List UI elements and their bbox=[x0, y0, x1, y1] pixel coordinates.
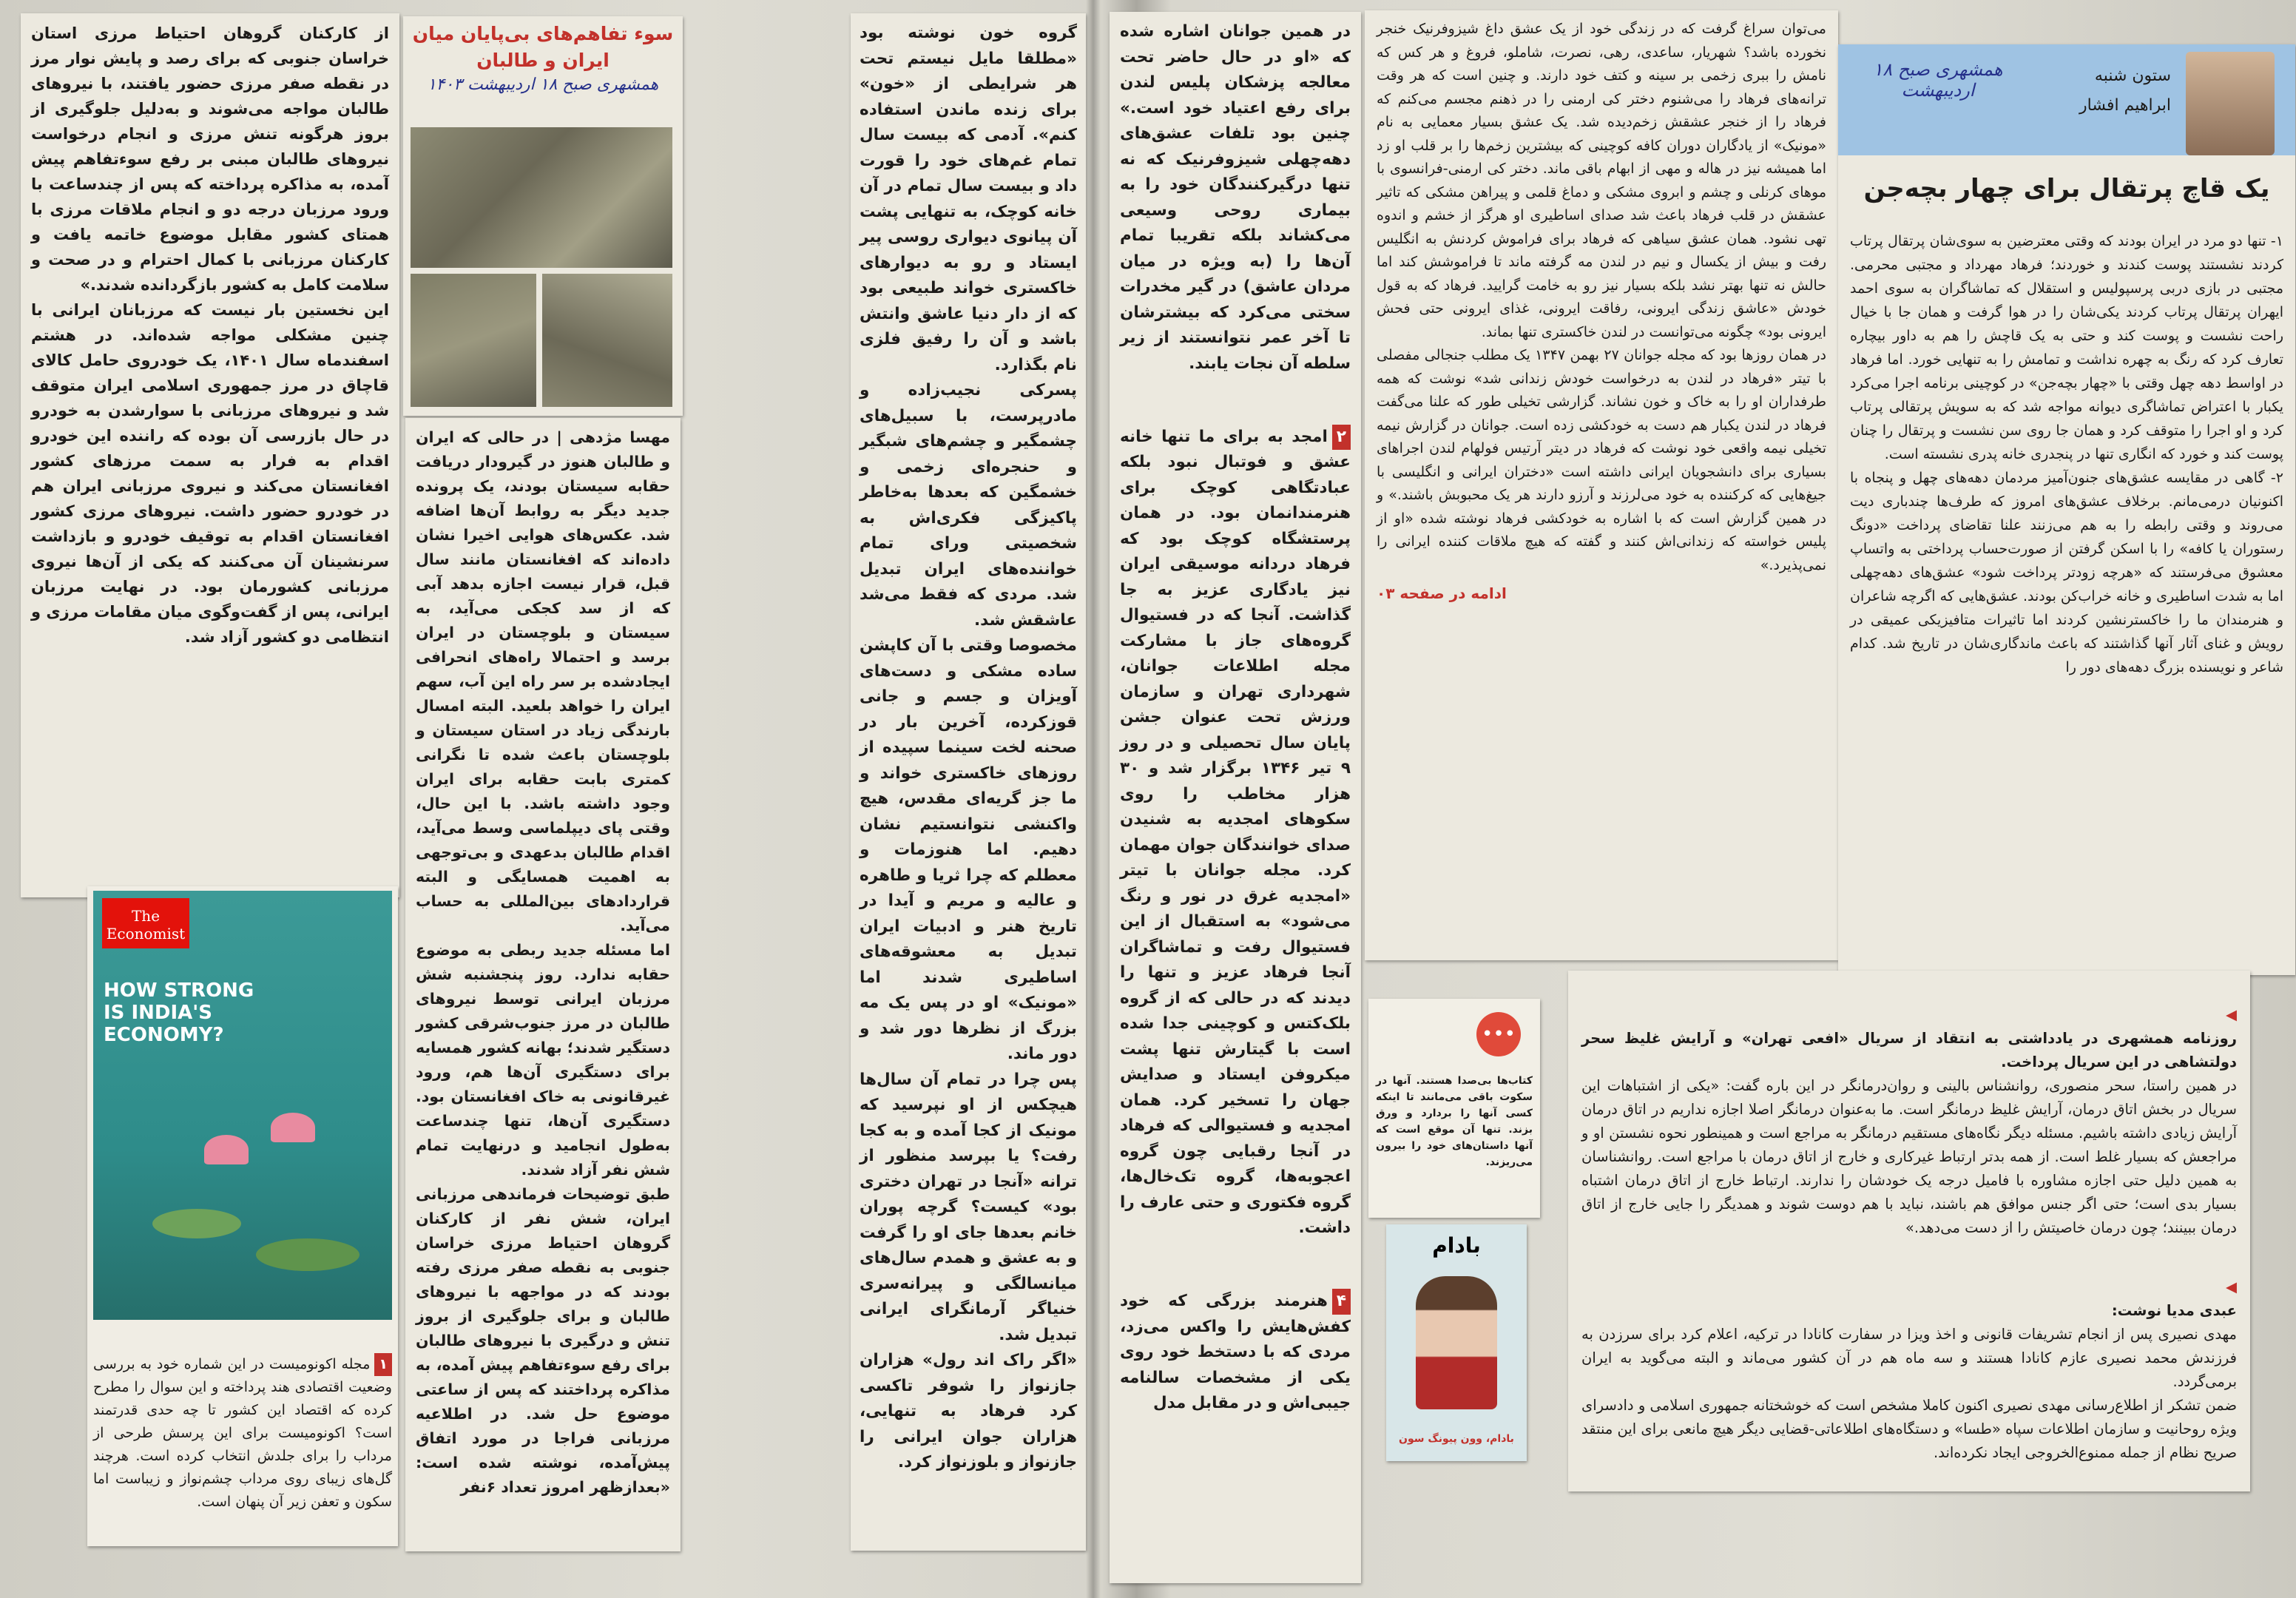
section-2-text: امجد به برای ما تنها خانه عشق و فوتبال نبود بلکه عبادتگاهی کوچک برای هنرمندانمان بود. در همان پرستشگاه کوچک بود که فرهاد دردانه موسیقی ایران نیز یادگاری عزیز به جا گذاشت. آنجا که در فستیوال گروه‌های جاز با مشارکت مجله اطلاعات جوانان، شهرداری تهران و سازمان ورزش تحت عنوان جشن پایان سال تحصیلی و در روز ۹ تیر ۱۳۴۶ برگزار شد و ۳۰ هزار مخاطب را روی سکوهای امجدیه به شنیدن صدای خوانندگان جوان مهمان کرد. مجله جوانان با تیتر «امجدیه غرق در نور و رنگ می‌شود» به استقبال از این فستیوال رفت و تماشاگران آنجا فرهاد عزیز و تنها را دیدند که در حالی که از گروه بلک‌کتس و کوچینی جدا شده است با گیتارش تنها پشت میکروفن ایستاد و صدایش جهان را تسخیر کرد. همان امجدیه و فستیوالی که فرهاد در آنجا رقبایی چون گروه اعجوبه‌ها، گروه تک‌خال‌ها، گروه فکتوری و حتی عارف را داشت. bbox=[1120, 427, 1351, 1237]
column-text-clip bbox=[1365, 10, 1838, 960]
border-article-title: سوء تفاهم‌های بی‌پایان میان ایران و طالبان bbox=[412, 23, 674, 71]
chat-bubble-icon: ••• bbox=[1476, 1012, 1521, 1056]
border-clip-photo bbox=[403, 16, 683, 416]
border-col-right-text: مهسا مژدهی | در حالی که ایران و طالبان هنوز در گیرودار دریافت حقابه سیستان بودند، یک پرونده جدید دیگر به روابط آن‌ها اضافه شد. عکس‌های هوایی اخیرا نشان داده‌اند که افغانستان مانند سال قبل، قرار نیست اجازه بدهد آبی که از سد کجکی می‌آید، به سیستان و بلوچستان در ایران برسد و احتمالا راه‌های انحرافی ایجادشده بر سر راه این آب، سهم ایران را خواهد بلعید. البته امسال بارندگی زیاد در استان سیستان و بلوچستان باعث شده تا نگرانی کمتری بابت حقابه برای ایران وجود داشته باشد. با این حال، وقتی پای دیپلماسی وسط می‌آید، اقدام طالبان بدعهدی و بی‌توجهی به اهمیت همسایگی و البته قراردادهای بین‌المللی به حساب می‌آید. اما مسئله جدید ربطی به موضوع حقابه ندارد. روز پنجشنبه شش مرزبان ایرانی توسط نیروهای طالبان در مرز جنوب‌شرقی کشور دستگیر شدند؛ بهانه کشور همسایه برای دستگیری آن‌ها هم، ورود غیرقانونی به خاک افغانستان بود. دستگیری آن‌ها، تنها چندساعت به‌طول انجامید و درنهایت تمام شش نفر آزاد شدند. طبق توضیحات فرماندهی مرزبانی ایران، شش نفر از کارکنان گروهان احتیاط مرزی خراسان جنوبی به نقطه صفر مرزی رفته بودند که در مواجهه با نیروهای طالبان و برای جلوگیری از بروز تنش و درگیری با نیروهای طالبان برای رفع سوءتفاهم پیش آمده، به مذاکره پرداختند که پس از ساعتی موضوع حل شد. در اطلاعیه مرزبانی فراجا در مورد اتفاق پیش‌آمده، نوشته شده است: «بعدازظهر امروز تعداد ۶نفر bbox=[416, 428, 670, 1496]
press-item-1 bbox=[1568, 971, 2250, 1249]
column-header-author: ابراهیم افشار bbox=[2079, 96, 2171, 115]
border-col-left-text: از کارکنان گروهان احتیاط مرزی استان خراسان جنوبی که برای رصد و پایش نوار مرز در نقطه صفر مرزی حضور یافتند، با نیروهای طالبان مواجه می‌شوند و به‌دلیل جلوگیری از بروز هرگونه تنش مرزی و انجام درخواست نیروهای طالبان مبنی بر رفع سوءتفاهم پیش آمده، به مذاکره پرداخته که پس از چندساعت با ورود مرزبان درجه دو و انجام ملاقات مرزی با همتای کشور مقابل موضوع خاتمه یافت و کارکنان مرزبانی با کمال احترام و در صحت و سلامت کامل به کشور بازگردانده شدند.» این نخستین بار نیست که مرزبانان ایرانی با چنین مشکلی مواجه شده‌اند. در هشتم اسفندماه سال ۱۴۰۱، یک خودروی حامل کالای قاچاق در مرز جمهوری اسلامی ایران متوقف شد و نیروهای مرزبانی با سوارشدن به خودرو در حال بازرسی آن بوده که راننده این خودرو اقدام به فرار به سمت مرزهای کشور افغانستان می‌کند و نیروی مرزبانی ایران هم در خودرو حضور داشت. نیروهای مرزی کشور افغانستان اقدام به توقیف خودرو و بازداشت سرنشینان آن می‌کنند که یکی از آن‌ها نیروی مرزبانی کشورمان بود. در نهایت مرزبان ایرانی، پس از گفت‌وگوی میان مقامات مرزی و انتظامی دو کشور آزاد شد. bbox=[31, 24, 389, 646]
love-column-a-text: گروه خون نوشته بود «مطلقا مایل نیستم تحت هر شرایطی از «خون» برای زنده ماندن استفاده کنم». آدمی که بیست سال تمام غم‌های خود را قورت داد و بیست سال تمام در آن خانه کوچک، به تنهایی پشت آن پیانوی دیواری روسی پیر ایستاد و رو به دیوارهای خاکستری خواند طبیعی بود که از دار دنیا عاشق وانتش باشد و آن را رفیق فلزی نام بگذارد. پسرکی نجیب‌زاده و مادرپرست، با سبیل‌های چشمگیر و چشم‌های شبگیر و حنجره‌ای زخمی و خشمگین که بعدها به‌خاطر پاکیزگی فکری‌اش به شخصیتی ورای تمام خواننده‌های ایران تبدیل شد. مردی که فقط می‌شد عاشقش شد. مخصوصا وقتی با آن کاپشن ساده مشکی و دست‌های آویزان و جسم و جانی قوزکرده، آخرین بار در صحنه لخت سینما سپیده از روزهای خاکستری خواند و ما جز گریه‌ای مقدس، هیچ واکنشی نتوانستیم نشان دهیم. اما هنوزمات و معطلم که چرا ثریا و طاهره و عالیه و مریم و آیدا در تاریخ هنر و ادبیات ایران تبدیل به معشوقه‌های اساطیری شدند اما «مونیک» او در پس یک مه بزرگ از نظرها دور شد و دور ماند. پس چرا در تمام آن سال‌ها هیچکس از او نپرسید که مونیک از کجا آمده و به کجا رفت؟ یا بپرسد منظور از ترانه «آنجا در تهران دختری بود» کیست؟ گرچه پوران خانم بعدها جای او را گرفت و به عشق و همدم سال‌های میانسالگی و پیرانه‌سری خنیاگر آرمانگرای ایرانی تبدیل شد. «اگر راک اند رول» هزاران جازنواز را شوفر تاکسی کرد فرهاد به تنهایی، هزاران جوان ایرانی را جازنواز و بلوزنواز کرد. bbox=[860, 24, 1077, 1471]
border-photo-3 bbox=[542, 274, 672, 407]
press-item-2-text: مهدی نصیری پس از انجام تشریفات قانونی و اخذ ویزا در سفارت کانادا در ترکیه، اعلام کرد برای سرزدن به فرزندش محمد نصیری عازم کانادا هستند و سه ماه هم در آن کشور می‌ماند و البته می‌گوید به ایران برمی‌گردد. ضمن تشکر از اطلاع‌رسانی مهدی نصیری اکنون کاملا مشخص است که خوشختانه جمهوری اسلامی و دادسرای ویژه روحانیت و سازمان اطلاعات سپاه «طسا» و دستگاه‌های اطلاعاتی-قضایی دیگر هیچ مانعی برای این منتقد صریح نظام از جمله ممنوع‌الخروجی ایجاد نکرده‌اند. bbox=[1581, 1326, 2237, 1461]
lily-pad-icon bbox=[152, 1209, 241, 1238]
column-right-text: ۱- تنها دو مرد در ایران بودند که وقتی معترضین به سوی‌شان پرتقال پرتاب کردند نشستند پوست کندند و خوردند؛ فرهاد مهرداد و مجتبی محرمی. مجتبی در بازی دربی پرسپولیس و استقلال که تماشاگران به سوی احمد ایهران پرتقال پرتاب کردند یکی‌شان را در هوا گرفت و همان جا با خیال راحت نشست و پوست کند و حتی به یک قاچش را هم به داور بیچاره تعارف کرد که رنگ به چهره نداشت و تمامش را به تنهایی خورد. اما فرهاد در اواسط دهه چهل وقتی با «چهار بچه‌جن» در کوچینی برنامه اجرا می‌کرد یکبار با اعتراض تماشاگری دیوانه مواجه شد که به سویش پرتقالی پرتاب کرد و او اجرا را متوقف کرد و همان جا روی سن نشست و پرتقال را چنان پوست کند و خورد که انگاری تنها در پنجدری خانه پدری نشسته است. ۲- گاهی در مقایسه عشق‌های جنون‌آمیز مردمان دهه‌های چهل و پنجاه با اکنونیان درمی‌مانم. برخلاف عشق‌های امروز که طرف‌ها چندباری دیت می‌روند و وقتی رابطه را به هم می‌زنند علنا تقاضای پرداخت «دونگ رستوران یا کافه» را با اسکن گرفتن از صورت‌حساب پرداختی به واتساپ معشوق می‌فرستند که «هرچه زودتر پرداخت شود» عشق‌های دهه‌چهلی اما به شدت اساطیری و خانه خراب‌کن بودند. عشق‌هایی که اگرچه شاعران و هنرمندان ما را خاکسترنشین کردند اما تاثیرات متافیزیکی عمیقی در رویش و غنای آثار آنها گذاشتند که باعث ماندگاری‌شان در تاریخ شد. کدام شاعر و نویسنده بزرگ دهه‌های دور را bbox=[1850, 233, 2283, 675]
economist-cover-line: HOW STRONG IS INDIA'S ECONOMY? bbox=[104, 980, 254, 1046]
love-column-a bbox=[851, 13, 1086, 1551]
book-cover-author: بادام، وون پیونگ سون bbox=[1399, 1433, 1514, 1445]
love-column-b-text: در همین جوانان اشاره شده که «او در حال حاضر تحت معالجه پزشکان پلیس لندن برای رفع اعتیاد خود است.» چنین بود تلفات عشق‌های دهه‌چهلی شیزوفرنیک که نه تنها درگیرکنندگان خود را به بیماری روحی وسیعی می‌کشاند بلکه تقریبا تمام آن‌ها را (به ویژه در میان مردان عاشق) در گیر مخدرات سختی می‌کرد که بیشترشان تا آخر عمر نتوانستند از زیر سلطه آن نجات یابند. bbox=[1120, 22, 1351, 373]
border-hand-note: همشهری صبح ۱۸ اردیبهشت ۱۴۰۳ bbox=[427, 75, 659, 94]
economist-caption bbox=[93, 1330, 392, 1514]
love-column-b-sec2 bbox=[1110, 384, 1361, 1249]
book-cover-clip bbox=[1386, 1224, 1527, 1461]
press-clip bbox=[1568, 971, 2250, 1491]
continued-note: ادامه در صفحه ۰۳ bbox=[1377, 584, 1507, 602]
press-item-1-text: در همین راستا، سحر منصوری، روانشناس بالینی و روان‌درمانگر در این باره گفت: «یکی از اشتباهات این سریال در بخش اتاق درمان، آرایش غلیظ درمانگر است. ما به‌عنوان درمانگر اصلا اجازه نداریم در اتاق درمان آرایش زیادی داشته باشیم. مسئله دیگر نگاه‌های مستقیم درمانگر به مراجع است و همینطور نحوه نشستن او و مراجعش که بسیار غلط است. از همه بدتر ارتباط غیرکاری و خارج از اتاق درمان با مراجع است. روانشناسان به همین دلیل حتی اجازه مشاوره با فامیل درجه یک خودشان را ندارند. ارتباط خارج از اتاق درمان اشتباه بسیار بدی است؛ حتی اگر جنس موافق هم باشند، نباید با هم دوست شوند و همدیگر را جایی خارج از اتاق درمان ببینند؛ چون درمان خاصیتش را از دست می‌دهد.» bbox=[1581, 1077, 2237, 1236]
section-number-badge: ۲ bbox=[1332, 425, 1351, 451]
love-column-b-sec3 bbox=[1110, 1249, 1361, 1424]
boy-illustration bbox=[1416, 1276, 1497, 1409]
border-clip-col-left bbox=[21, 13, 399, 897]
arrow-bullet-icon: ◀ bbox=[2226, 1006, 2237, 1023]
press-item-2 bbox=[1568, 1249, 2250, 1468]
economist-cover bbox=[93, 891, 392, 1320]
notebook-fold bbox=[1086, 0, 1101, 1598]
economist-caption-text: مجله اکونومیست در این شماره خود به بررسی وضعیت اقتصادی هند پرداخته و این سوال را مطرح کرده که اقتصاد این کشور تا چه حدی قدرتمند است؟ اکونومیست برای این پرسش طرحی از مرداب را برای جلدش انتخاب کرده است. هرچند گل‌های زیبای روی مرداب چشم‌نواز و زیباست اما سکون و تعفن زیر آن پنهان است. bbox=[93, 1356, 392, 1510]
section-number-badge: ۴ bbox=[1332, 1289, 1351, 1315]
border-photo-2 bbox=[411, 274, 536, 407]
economist-brand: The Economist bbox=[106, 907, 186, 943]
border-photo-1 bbox=[411, 127, 672, 268]
press-item-2-lead: عبدی مدیا نوشت: bbox=[2111, 1302, 2237, 1319]
book-quote-clip bbox=[1368, 999, 1540, 1218]
column-header-hand-note: همشهری صبح ۱۸ اردیبهشت bbox=[1873, 59, 2003, 101]
press-item-1-lead: روزنامه همشهری در یادداشتی به انتقاد از سریال «افعی تهران» و آرایش غلیظ سحر دولتشاهی در این سریال پرداخت. bbox=[1581, 1030, 2237, 1071]
economist-clip bbox=[87, 886, 398, 1546]
lily-pad-icon bbox=[256, 1238, 359, 1271]
lotus-flower-icon bbox=[204, 1135, 249, 1164]
arrow-bullet-icon: ◀ bbox=[2226, 1278, 2237, 1295]
column-header-label: ستون شنبه bbox=[2094, 67, 2171, 85]
love-column-b bbox=[1110, 12, 1361, 1583]
column-text: می‌توان سراغ گرفت که در زندگی خود از یک عشق داغ شیزوفرنیک خنجر نخورده باشد؟ شهریار، ساعدی، رهی، نصرت، شاملو، فروغ و هر کس که نامش را ببری زخمی بر سینه و کتف خود دارند. و چنین است که هر وقت ترانه‌های فرهاد را می‌شنوم دختر کی ارمنی را در ذهنم مجسم می‌کنم که فرهاد را از خنجر عشقش زخم‌دیده شد. یک عشق بسیار معمایی به نام «مونیک» از یادگاران دوران کافه کوچینی که بیشترین زخم‌ها را بر قلب او زد اما همیشه نیز در هاله و مهی از ابهام باقی ماند. دختر کی ارمنی-فرانسوی با موهای کرنلی و چشم و ابروی مشکی و دماغ قلمی و پیراهن مشکی که تاثیر عشقش در قلب فرهاد باعث شد صدای اساطیری او هرگز از خشم و اندوه تهی نشود. همان عشق سیاهی که فرهاد برای فراموش کردنش به انگلیس رفت و بیش از یکسال و نیم در لندن مه گرفته ماند تا فراموشش کند اما حالش نه تنها بهتر نشد بلکه بسیار نیز رو به خامت گرایید. فرهاد که به قول خودش «عاشق زندگی ایرونی، رفاقت ایرونی، غذای ایرونی حتی فحش ایرونی بود» چگونه می‌توانست در لندن خاکستری تنها بماند. در همان روزها بود که مجله جوانان ۲۷ بهمن ۱۳۴۷ یک مطلب جنجالی مفصلی با تیتر «فرهاد در لندن به درخواست خودش زندانی شد» نوشت که همه طرفداران او را به خاک و خون نشاند. گزارشی تخیلی طور که علنا می‌گفت فرهاد در لندن یکبار هم دست به خودکشی زده است. جوانان در گزارش نیمه تخیلی نیمه واقعی خود نوشت که فرهاد در دیتر آرتیس فولهام لندن اجراهای بسیاری برای دانشجویان ایرانی داشته است «دختران ایرانی و انگلیسی با جیغ‌هایی که کرکننده به خود می‌لرزند و آرزو دارند هر یک محبوبش باشند.» و در همین گزارش است که با اشاره به خودکشی فرهاد نوشته شده «او از پلیس خواسته که زندانی‌اش کنند و گفته که هیچ ملاقات کننده ایرانی را نمی‌پذیرد.» bbox=[1377, 21, 1826, 573]
caption-number-badge: ۱ bbox=[374, 1353, 392, 1376]
section-3-text: هنرمند بزرگی که خود کفش‌هایش را واکس می‌زد، مردی که با دستخط خود روی یکی از مشخصات سالنامه جیبی‌اش و در مقابل مدل bbox=[1120, 1292, 1351, 1412]
author-avatar bbox=[2186, 52, 2275, 155]
book-quote-text: کتاب‌ها بی‌صدا هستند. آنها در سکوت باقی می‌مانند تا اینکه کسی آنها را بردارد و ورق بزند. تنها آن موقع است که آنها داستان‌های خود را بیرون می‌ریزند. bbox=[1376, 1075, 1533, 1168]
border-clip-col-right bbox=[405, 418, 681, 1551]
book-cover-title: بادام bbox=[1432, 1233, 1481, 1258]
column-header-clip bbox=[1838, 44, 2295, 975]
column-title: یک قاچ پرتقال برای چهار بچه‌جن bbox=[1863, 174, 2270, 203]
lotus-flower-icon bbox=[271, 1113, 315, 1142]
